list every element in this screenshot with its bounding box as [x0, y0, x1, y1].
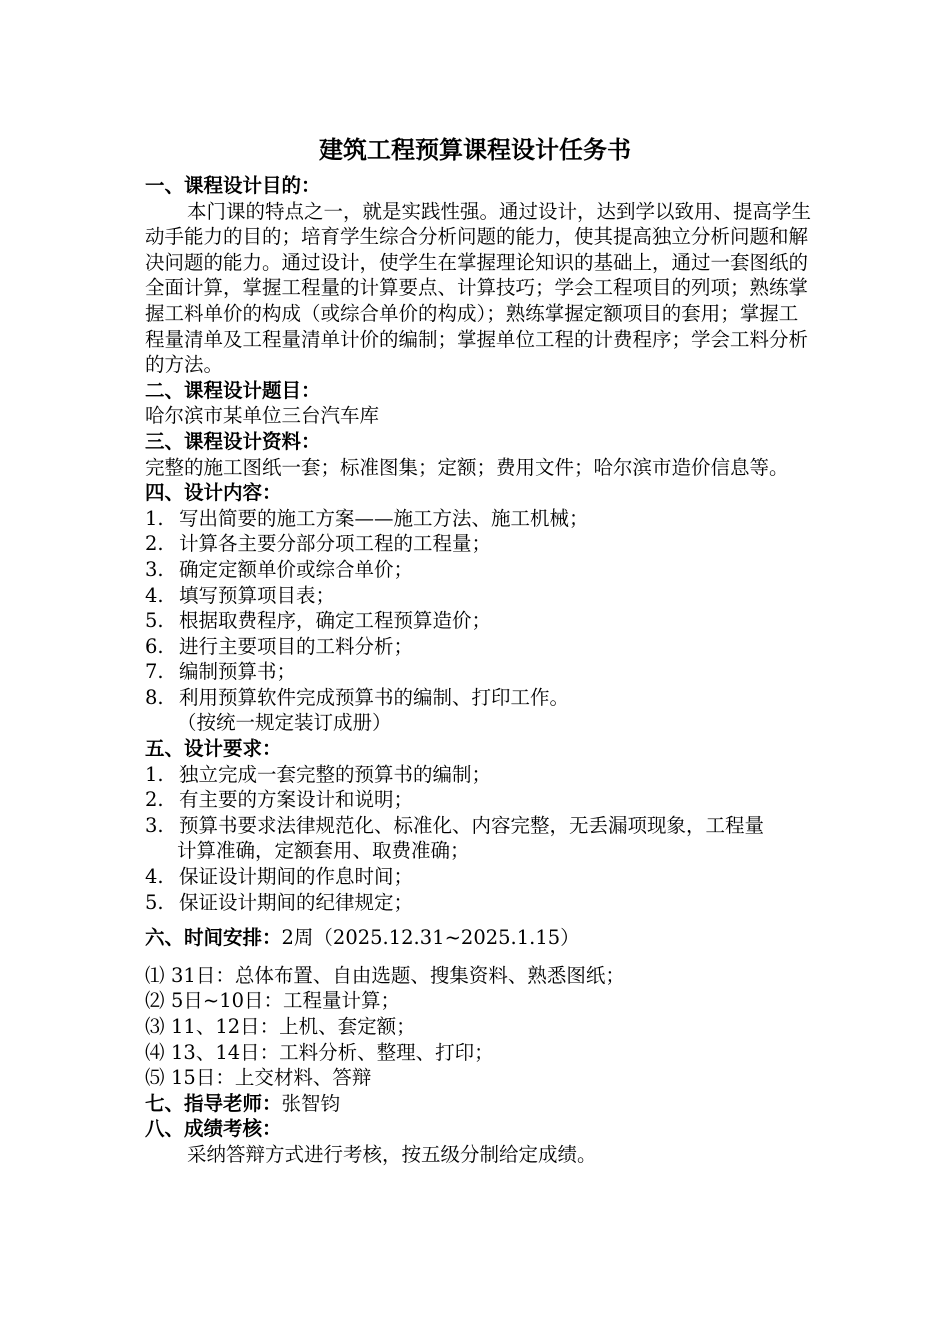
item-number: 7. — [145, 660, 164, 684]
section-6-header — [145, 925, 815, 951]
item-text: 31日：总体布置、自由选题、搜集资料、熟悉图纸； — [171, 963, 625, 987]
item-text: 保证设计期间的作息时间； — [179, 865, 414, 889]
item-text: 确定定额单价或综合单价； — [179, 557, 414, 581]
section-8-heading: 八、成绩考核： — [145, 1117, 282, 1141]
list-item — [145, 988, 815, 1014]
list-item — [145, 864, 815, 890]
list-item — [145, 787, 815, 813]
document-body — [145, 173, 815, 1168]
item-number: 3. — [145, 557, 164, 581]
section-3-body: 完整的施工图纸一套；标准图集；定额；费用文件；哈尔滨市造价信息等。 — [145, 455, 789, 479]
section-6-list — [145, 963, 815, 1091]
list-item — [145, 531, 815, 557]
item-text: 根据取费程序，确定工程预算造价； — [179, 609, 492, 633]
item-text: 11、12日：上机、套定额； — [171, 1015, 416, 1038]
list-item — [145, 1014, 815, 1040]
section-4-heading: 四、设计内容： — [145, 481, 282, 505]
item-number: 1. — [145, 762, 164, 786]
section-7-line — [145, 1091, 815, 1117]
item-text: 计算各主要分部分项工程的工程量； — [179, 532, 492, 556]
item-number: 8. — [145, 685, 164, 709]
section-4-list — [145, 506, 815, 736]
section-5-list — [145, 762, 815, 916]
item-text: 利用预算软件完成预算书的编制、打印工作。 — [179, 685, 570, 709]
list-item — [145, 659, 815, 685]
item-text: 5日~10日：工程量计算； — [171, 989, 401, 1013]
list-item — [145, 1065, 815, 1091]
item-text: 编制预算书； — [179, 660, 297, 684]
item-text: 有主要的方案设计和说明； — [179, 788, 414, 812]
item-text: 独立完成一套完整的预算书的编制； — [179, 762, 492, 786]
list-item — [145, 685, 815, 711]
list-item — [145, 890, 815, 916]
item-number: 2. — [145, 532, 164, 556]
section-4-note: （按统一规定装订成册） — [177, 711, 392, 735]
list-item — [145, 1040, 815, 1066]
item-text: 写出简要的施工方案——施工方法、施工机械； — [179, 506, 589, 530]
item-number: 3. — [145, 813, 164, 837]
item-number: ⑸ — [145, 1066, 165, 1090]
section-7-heading: 七、指导老师： — [145, 1091, 282, 1115]
section-3-heading: 三、课程设计资料： — [145, 429, 321, 453]
list-item — [145, 634, 815, 660]
item-number: 2. — [145, 788, 164, 812]
item-number: 4. — [145, 583, 164, 607]
section-8-body: 采纳答辩方式进行考核，按五级分制给定成绩。 — [187, 1142, 597, 1166]
section-6-heading: 六、时间安排： — [145, 926, 282, 950]
list-item — [145, 963, 815, 989]
section-1-heading: 一、课程设计目的： — [145, 174, 321, 197]
section-5-item-3-continuation: 计算准确，定额套用、取费准确； — [177, 839, 470, 863]
section-5-heading: 五、设计要求： — [145, 737, 282, 761]
section-2-body: 哈尔滨市某单位三台汽车库 — [145, 404, 380, 428]
item-number: ⑶ — [145, 1015, 165, 1038]
list-item — [145, 506, 815, 532]
item-text: 填写预算项目表； — [179, 583, 336, 607]
section-2-heading: 二、课程设计题目： — [145, 378, 321, 402]
list-item — [145, 608, 815, 634]
item-text: 13、14日：工料分析、整理、打印； — [171, 1040, 494, 1064]
item-number: ⑵ — [145, 989, 165, 1013]
advisor-name: 张智钧 — [281, 1091, 341, 1115]
item-text: 15日：上交材料、答辩 — [171, 1066, 372, 1090]
item-number: ⑴ — [145, 963, 165, 987]
section-1-body: 本门课的特点之一，就是实践性强。通过设计，达到学以致用、提高学生动手能力的目的；培育学生综合分析问题的能力，使其提高独立分析问题和解决问题的能力。通过设计，使学生在掌握理论知识的基础上，通过一套图纸的全面计算，掌握工程量的计算要点、计算技巧；学会工程项目的列项；熟练掌握工料单价的构成（或综合单价的构成）；熟练掌握定额项目的套用；掌握工程量清单及工程量清单计价的编制；掌握单位工程的计费程序；学会工料分析的方法。 — [145, 199, 812, 377]
list-item — [145, 762, 815, 788]
list-item — [145, 813, 815, 839]
item-number: 6. — [145, 634, 164, 658]
list-item — [145, 557, 815, 583]
document-title: 建筑工程预算课程设计任务书 — [319, 136, 631, 164]
list-item — [145, 583, 815, 609]
item-number: 5. — [145, 890, 164, 914]
section-6-duration: 2周（2025.12.31~2025.1.15） — [281, 926, 580, 950]
item-text: 保证设计期间的纪律规定； — [179, 890, 414, 914]
item-text: 预算书要求法律规范化、标准化、内容完整，无丢漏项现象，工程量 — [179, 813, 765, 837]
item-number: ⑷ — [145, 1040, 165, 1064]
item-number: 4. — [145, 865, 164, 889]
item-number: 1. — [145, 506, 164, 530]
item-text: 进行主要项目的工料分析； — [179, 634, 414, 658]
item-number: 5. — [145, 609, 164, 633]
